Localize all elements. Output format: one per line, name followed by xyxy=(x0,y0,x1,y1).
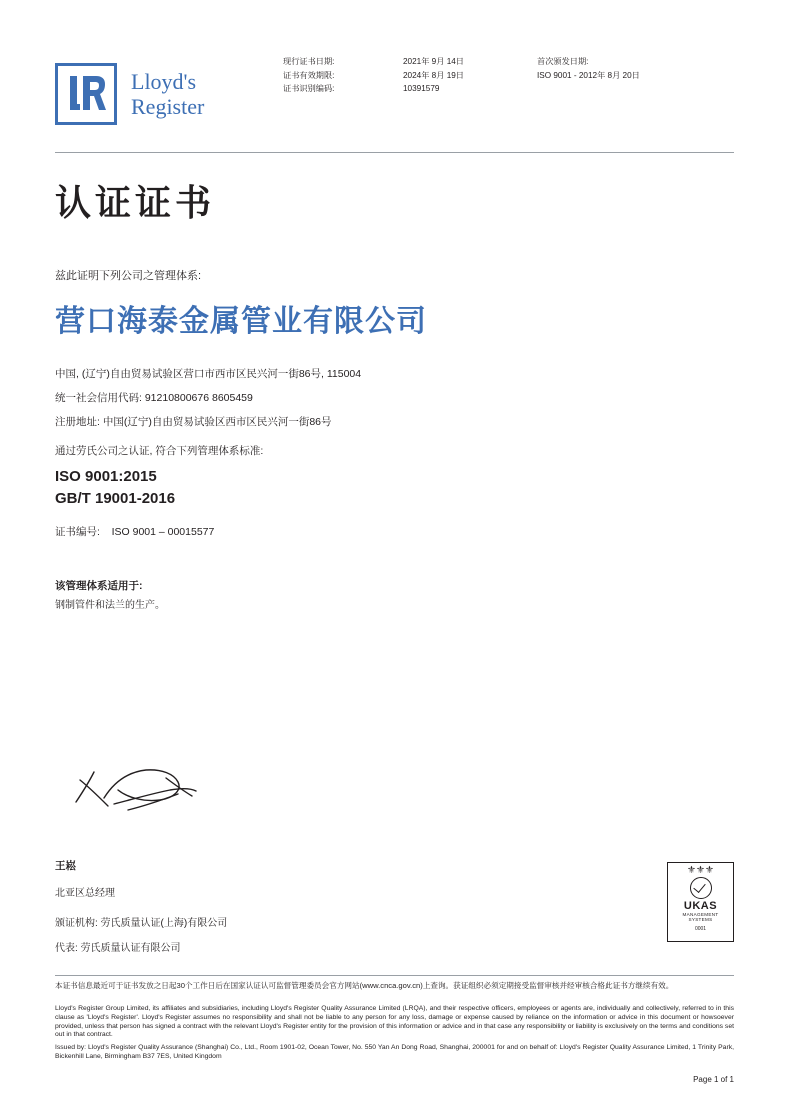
meta-label-current-date: 现行证书日期: xyxy=(283,57,335,66)
lr-monogram-icon xyxy=(55,63,117,125)
address-block xyxy=(55,362,361,434)
crown-icon: ⚜⚜⚜ xyxy=(687,865,714,876)
meta-label-expiry-date: 证书有效期限: xyxy=(283,70,335,80)
meta-value-original-issue: ISO 9001 - 2012年 8月 20日 xyxy=(537,70,640,80)
meta-value-expiry-date: 2024年 8月 19日 xyxy=(403,70,464,80)
page-title: 认证证书 xyxy=(55,182,216,223)
footer-disclaimer-paragraph-1: Lloyd's Register Group Limited, its affiliates and subsidiaries, including Lloyd's Register Quality Assurance Limited (LRQA), and their respective officers, employees or agents are, individually and collectively, referred to in this clause as 'Lloyd's Register'. Lloyd's Register assumes no responsibility and shall not be liable to any person for any loss, damage or expense caused by reliance on the information or advice in this document or howsoever provided, unless that person has signed a contract with the relevant Lloyd's Register entity for the provision of this information or advice and in that case any responsibility or liability is exclusively on the terms and conditions set out in that contract. xyxy=(55,1005,734,1039)
lloyds-register-logo xyxy=(55,63,204,125)
ukas-sub-line2: SYSTEMS xyxy=(688,917,713,923)
certificate-number-row xyxy=(55,524,214,539)
meta-row-current-date xyxy=(283,55,541,69)
logo-wordmark xyxy=(131,69,204,119)
signatory-role: 北亚区总经理 xyxy=(55,888,115,899)
page-number: Page 1 of 1 xyxy=(693,1075,734,1084)
meta-row-expiry-date xyxy=(283,69,541,83)
conformance-statement: 通过劳氏公司之认证, 符合下列管理体系标准: xyxy=(55,445,264,457)
signature-image xyxy=(70,760,210,820)
standard-item-gbt: GB/T 19001-2016 xyxy=(55,490,176,507)
address-line-2: 统一社会信用代码: 91210800676 8605459 xyxy=(55,392,253,404)
meta-label-identity-code: 证书识别编码: xyxy=(283,84,335,93)
footer-english-disclaimer xyxy=(55,1005,734,1066)
certificate-number-label: 证书编号: xyxy=(55,526,100,538)
meta-row-identity-code xyxy=(283,82,541,96)
document-header xyxy=(0,55,789,145)
address-line-1: 中国, (辽宁)自由贸易试验区营口市西市区民兴河一街86号, 115004 xyxy=(55,368,362,380)
ukas-sub-line1: MANAGEMENT xyxy=(682,912,719,917)
on-behalf-line: 代表: 劳氏质量认证有限公司 xyxy=(55,943,181,954)
certificate-meta xyxy=(283,55,541,96)
address-line-3: 注册地址: 中国(辽宁)自由贸易试验区西市区民兴河一街86号 xyxy=(55,416,332,428)
header-divider xyxy=(55,152,734,153)
company-name: 营口海泰金属管业有限公司 xyxy=(55,305,427,338)
ukas-accreditation-mark xyxy=(667,862,734,942)
issuer-line: 颁证机构: 劳氏质量认证(上海)有限公司 xyxy=(55,918,228,929)
logo-wordmark-line1: Lloyd's xyxy=(131,69,197,94)
footer-disclaimer-paragraph-2: Issued by: Lloyd's Register Quality Assurance (Shanghai) Co., Ltd., Room 1901-02, Ocean Tower, No. 550 Yan An Dong Road, Shanghai, 200001 for and on behalf of: Lloyd's Register Quality Assurance Limited, 1 Trinity Park, Bickenhill Lane, Birmingham B37 7ES, United Kingdom xyxy=(55,1044,734,1060)
meta-value-current-date: 2021年 9月 14日 xyxy=(403,57,464,66)
logo-wordmark-line2: Register xyxy=(131,94,205,119)
ukas-word: UKAS xyxy=(683,900,718,912)
footer-divider xyxy=(55,975,734,976)
scope-text: 钢制管件和法兰的生产。 xyxy=(55,600,165,611)
certificate-meta-original-issue xyxy=(537,55,640,82)
meta-label-original-issue: 首次颁发日期: xyxy=(537,57,589,66)
ukas-number: 0001 xyxy=(694,925,707,932)
standards-list xyxy=(55,466,175,510)
certificate-number-value: ISO 9001 – 00015577 xyxy=(111,526,215,538)
footer-chinese-note: 本证书信息最近可于证书发放之日起30个工作日后在国家认证认可监督管理委员会官方网站(www.cnca.gov.cn)上查询。获证组织必须定期接受监督审核并经审核合格此证书方继续有效。 xyxy=(55,981,674,990)
meta-value-identity-code: 10391579 xyxy=(403,84,440,93)
tick-icon xyxy=(690,877,712,899)
signatory-name: 王崧 xyxy=(55,860,76,872)
standard-item-iso: ISO 9001:2015 xyxy=(55,468,157,485)
scope-heading: 该管理体系适用于: xyxy=(55,580,143,592)
lead-text: 兹此证明下列公司之管理体系: xyxy=(55,270,202,282)
